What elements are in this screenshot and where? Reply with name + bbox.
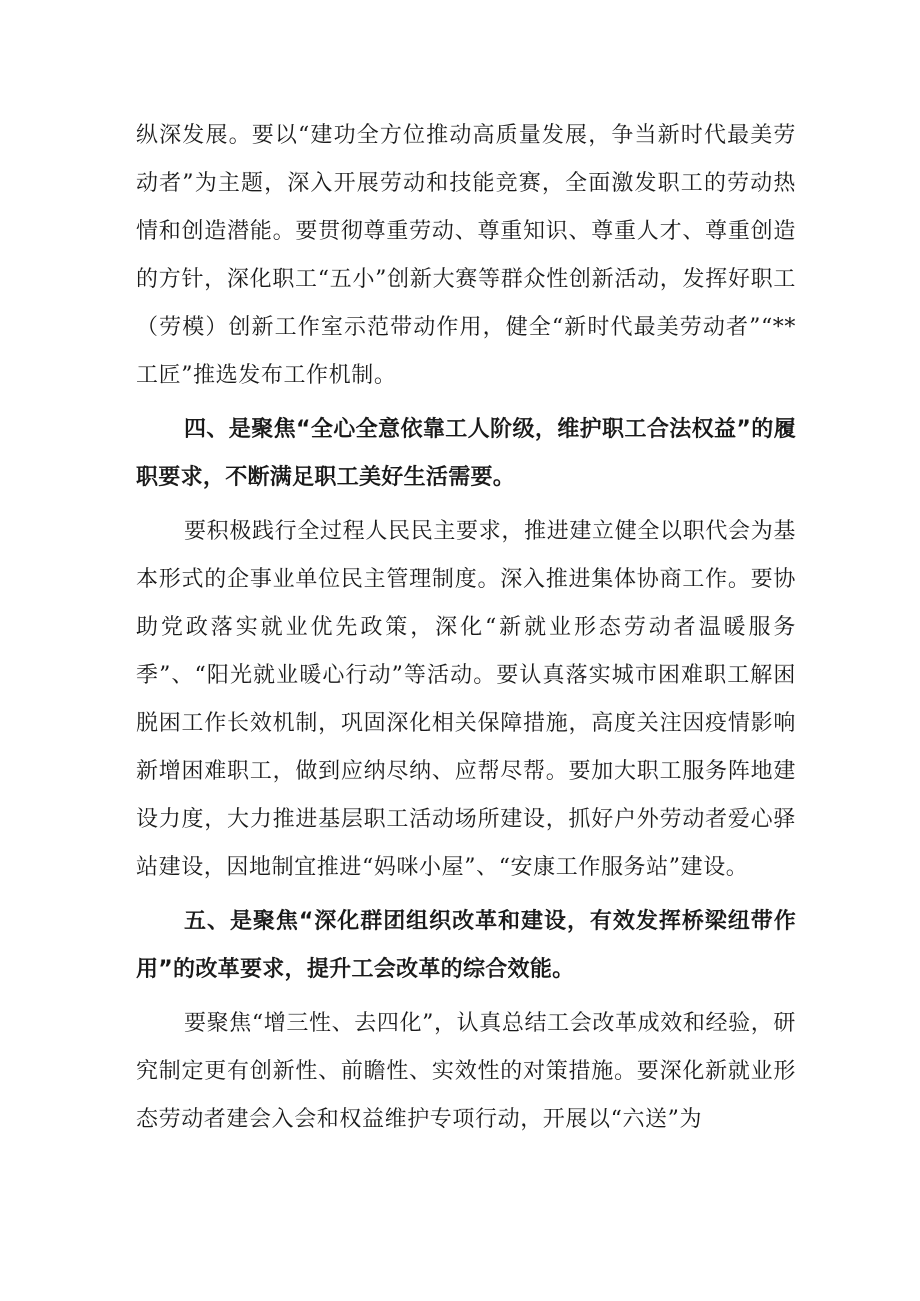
section-heading-four: 四、是聚焦“全心全意依靠工人阶级，维护职工合法权益”的履职要求，不断满足职工美好生活需要。 xyxy=(136,417,796,490)
document-page xyxy=(136,112,796,1144)
paragraph-continuation: 纵深发展。要以“建功全方位推动高质量发展，争当新时代最美劳动者”为主题，深入开展劳动和技能竞赛，全面激发职工的劳动热情和创造潜能。要贯彻尊重劳动、尊重知识、尊重人才、尊重创造的方针，深化职工“五小”创新大赛等群众性创新活动，发挥好职工（劳模）创新工作室示范带动作用，健全“新时代最美劳动者”“**工匠”推选发布工作机制。 xyxy=(136,123,796,388)
paragraph-section-four: 要积极践行全过程人民民主要求，推进建立健全以职代会为基本形式的企事业单位民主管理制度。深入推进集体协商工作。要协助党政落实就业优先政策，深化“新就业形态劳动者温暖服务季”、“阳光就业暖心行动”等活动。要认真落实城市困难职工解困脱困工作长效机制，巩固深化相关保障措施，高度关注因疫情影响新增困难职工，做到应纳尽纳、应帮尽帮。要加大职工服务阵地建设力度，大力推进基层职工活动场所建设，抓好户外劳动者爱心驿站建设，因地制宜推进“妈咪小屋”、“安康工作服务站”建设。 xyxy=(136,519,796,880)
paragraph-section-five: 要聚焦“增三性、去四化”，认真总结工会改革成效和经验，研究制定更有创新性、前瞻性、实效性的对策措施。要深化新就业形态劳动者建会入会和权益维护专项行动，开展以“六送”为 xyxy=(136,1011,796,1132)
section-heading-five: 五、是聚焦“深化群团组织改革和建设，有效发挥桥梁纽带作用”的改革要求，提升工会改革的综合效能。 xyxy=(136,909,796,982)
